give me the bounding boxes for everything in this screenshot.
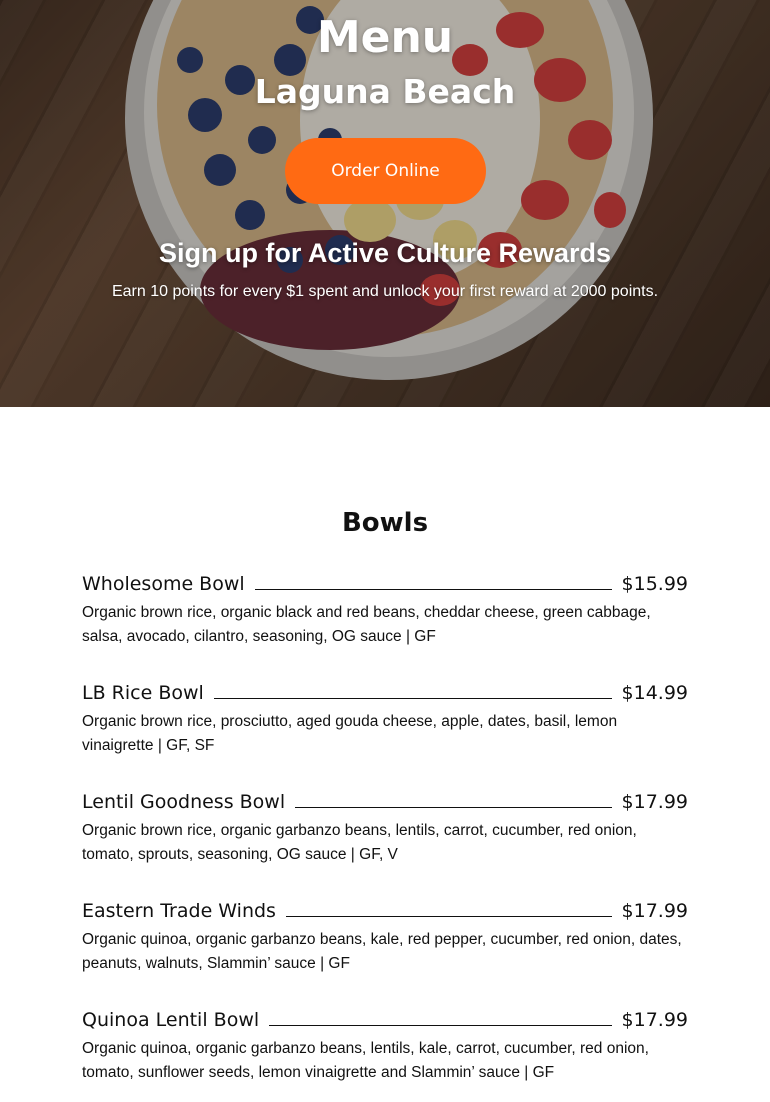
menu-item-name: Eastern Trade Winds <box>82 900 276 922</box>
menu-item-description: Organic brown rice, prosciutto, aged gouda cheese, apple, dates, basil, lemon vinaigrette | GF, SF <box>82 713 618 754</box>
rewards-description: Earn 10 points for every $1 spent and unlock your first reward at 2000 points. <box>111 283 659 300</box>
hero-banner <box>0 0 770 407</box>
page-title: Menu <box>316 12 454 63</box>
section-title-bowls: Bowls <box>341 508 429 538</box>
menu-item-price: $15.99 <box>621 573 688 595</box>
menu-item-price: $14.99 <box>621 682 688 704</box>
menu-item-name: LB Rice Bowl <box>82 682 204 704</box>
location-name: Laguna Beach <box>254 72 516 111</box>
leader-line <box>255 589 612 590</box>
menu-item-price: $17.99 <box>621 900 688 922</box>
leader-line <box>286 916 612 917</box>
menu-list <box>82 567 688 1102</box>
menu-item <box>82 894 688 1003</box>
menu-item-description: Organic brown rice, organic black and red beans, cheddar cheese, green cabbage, salsa, avocado, cilantro, seasoning, OG sauce | GF <box>82 604 651 645</box>
menu-item-price: $17.99 <box>621 791 688 813</box>
menu-item-name: Lentil Goodness Bowl <box>82 791 286 813</box>
leader-line <box>269 1025 611 1026</box>
leader-line <box>295 807 611 808</box>
menu-item <box>82 567 688 676</box>
menu-item <box>82 785 688 894</box>
menu-item <box>82 1003 688 1102</box>
menu-item-price: $17.99 <box>621 1009 688 1031</box>
menu-item-name: Wholesome Bowl <box>82 573 245 595</box>
order-online-button[interactable]: Order Online <box>285 138 486 204</box>
rewards-heading: Sign up for Active Culture Rewards <box>158 238 612 268</box>
menu-item-name: Quinoa Lentil Bowl <box>82 1009 260 1031</box>
leader-line <box>214 698 612 699</box>
menu-item-description: Organic quinoa, organic garbanzo beans, kale, red pepper, cucumber, red onion, dates, peanuts, walnuts, Slammin’ sauce | GF <box>82 931 682 972</box>
menu-item-description: Organic brown rice, organic garbanzo beans, lentils, carrot, cucumber, red onion, tomato, sprouts, seasoning, OG sauce | GF, V <box>82 822 637 863</box>
menu-item <box>82 676 688 785</box>
menu-item-description: Organic quinoa, organic garbanzo beans, lentils, kale, carrot, cucumber, red onion, tomato, sunflower seeds, lemon vinaigrette and Slammin’ sauce | GF <box>82 1040 649 1081</box>
